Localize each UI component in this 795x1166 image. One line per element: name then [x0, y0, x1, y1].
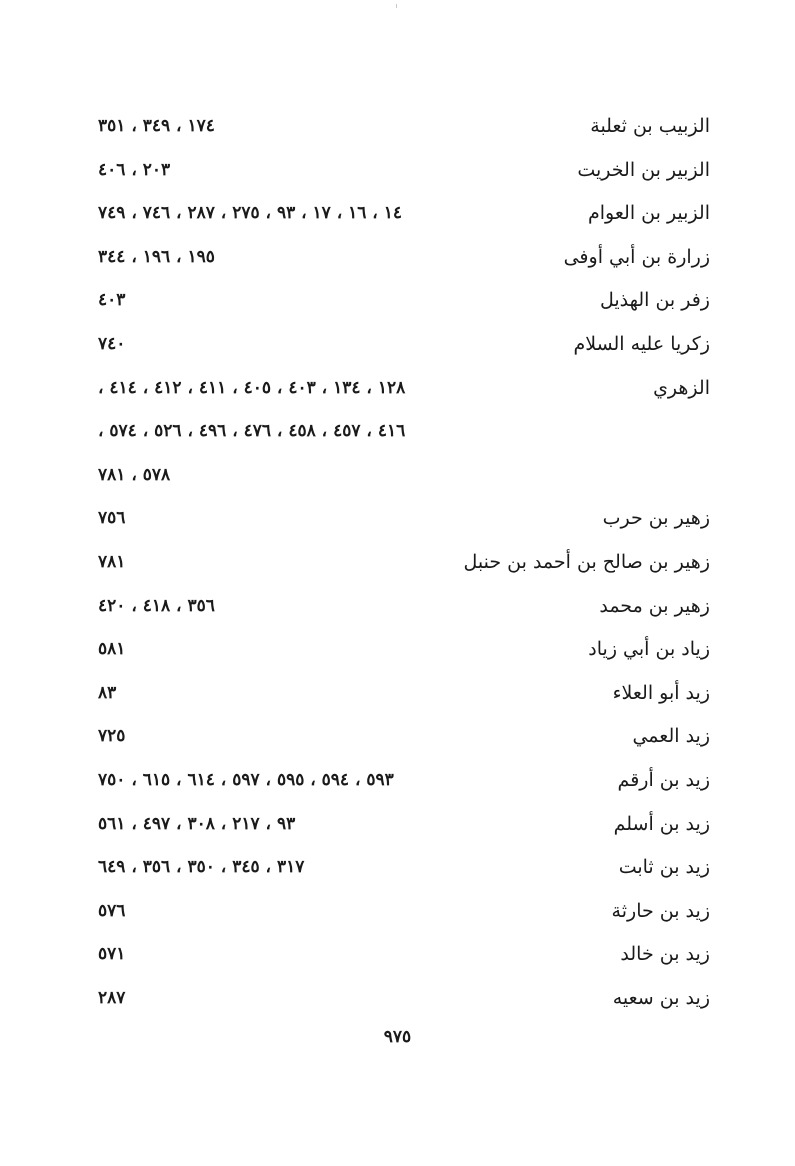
entry-page-refs: ١٢٨ ، ١٣٤ ، ٤٠٣ ، ٤٠٥ ، ٤١١ ، ٤١٢ ، ٤١٤ ، [98, 377, 406, 398]
index-entry [90, 192, 710, 236]
index-entry [90, 367, 710, 411]
entry-page-refs: ٤٠٣ [98, 290, 126, 311]
entry-name: زيد بن أسلم [613, 812, 710, 835]
entry-name: الزهري [653, 376, 710, 399]
index-entry [90, 846, 710, 890]
entry-name: زيد العمي [632, 725, 710, 748]
entry-page-refs: ٥٨١ [98, 639, 126, 660]
entry-name: زيد بن ثابت [618, 856, 710, 879]
index-entry [90, 672, 710, 716]
entry-name: زياد بن أبي زياد [588, 638, 710, 661]
index-entry [90, 497, 710, 541]
entry-name: زهير بن محمد [599, 594, 710, 617]
entry-page-refs: ٣٥٦ ، ٤١٨ ، ٤٢٠ [98, 595, 215, 616]
entry-page-refs: ٥٧٦ [98, 900, 126, 921]
name-index-list [90, 105, 710, 1020]
entry-page-refs: ٧٢٥ [98, 726, 126, 747]
top-crop-mark [396, 4, 397, 8]
index-entry [90, 628, 710, 672]
entry-page-refs: ١٩٥ ، ١٩٦ ، ٣٤٤ [98, 246, 215, 267]
entry-name: زكريا عليه السلام [573, 332, 710, 355]
index-entry [90, 236, 710, 280]
entry-name: زهير بن حرب [602, 507, 710, 530]
entry-name: زيد بن حارثة [611, 899, 710, 922]
page-number: ٩٧٥ [383, 1027, 412, 1047]
index-entry [90, 715, 710, 759]
index-entry-continuation [90, 410, 710, 454]
index-entry [90, 149, 710, 193]
entry-page-refs: ٢٨٧ [98, 987, 126, 1008]
entry-page-refs: ٩٣ ، ٢١٧ ، ٣٠٨ ، ٤٩٧ ، ٥٦١ [98, 813, 296, 834]
index-entry [90, 323, 710, 367]
entry-page-refs: ٢٠٣ ، ٤٠٦ [98, 159, 171, 180]
index-entry [90, 105, 710, 149]
index-entry [90, 759, 710, 803]
entry-name: زيد بن سعيه [612, 986, 710, 1009]
entry-name: زيد بن خالد [620, 943, 710, 966]
entry-page-refs: ٧٥٦ [98, 508, 126, 529]
index-entry [90, 933, 710, 977]
entry-name: الزبير بن العوام [588, 202, 710, 225]
entry-name: زيد أبو العلاء [612, 681, 710, 704]
entry-page-refs: ١٤ ، ١٦ ، ١٧ ، ٩٣ ، ٢٧٥ ، ٢٨٧ ، ٧٤٦ ، ٧٤٩ [98, 203, 402, 224]
index-entry [90, 541, 710, 585]
entry-page-refs: ١٧٤ ، ٣٤٩ ، ٣٥١ [98, 116, 215, 136]
entry-name: الزبير بن الخريت [577, 158, 710, 181]
entry-name: زهير بن صالح بن أحمد بن حنبل [463, 550, 710, 573]
index-entry [90, 585, 710, 629]
index-entry-continuation [90, 454, 710, 498]
index-entry [90, 279, 710, 323]
entry-page-refs: ٨٣ [98, 682, 117, 703]
entry-name: زرارة بن أبي أوفى [563, 245, 710, 268]
entry-page-refs: ٧٤٠ [98, 333, 126, 354]
entry-name: زفر بن الهذيل [599, 289, 710, 312]
index-entry [90, 890, 710, 934]
entry-name: زيد بن أرقم [617, 768, 710, 791]
entry-page-refs: ٥٧٨ ، ٧٨١ [98, 464, 171, 485]
entry-page-refs: ٤١٦ ، ٤٥٧ ، ٤٥٨ ، ٤٧٦ ، ٤٩٦ ، ٥٢٦ ، ٥٧٤ ، [98, 421, 406, 442]
entry-page-refs: ٥٩٣ ، ٥٩٤ ، ٥٩٥ ، ٥٩٧ ، ٦١٤ ، ٦١٥ ، ٧٥٠ [98, 769, 394, 790]
entry-page-refs: ٥٧١ [98, 944, 126, 965]
entry-name: الزبيب بن ثعلبة [590, 115, 710, 137]
entry-page-refs: ٧٨١ [98, 551, 126, 572]
index-entry [90, 977, 710, 1021]
entry-page-refs: ٣١٧ ، ٣٤٥ ، ٣٥٠ ، ٣٥٦ ، ٦٤٩ [98, 857, 305, 878]
index-entry [90, 803, 710, 847]
